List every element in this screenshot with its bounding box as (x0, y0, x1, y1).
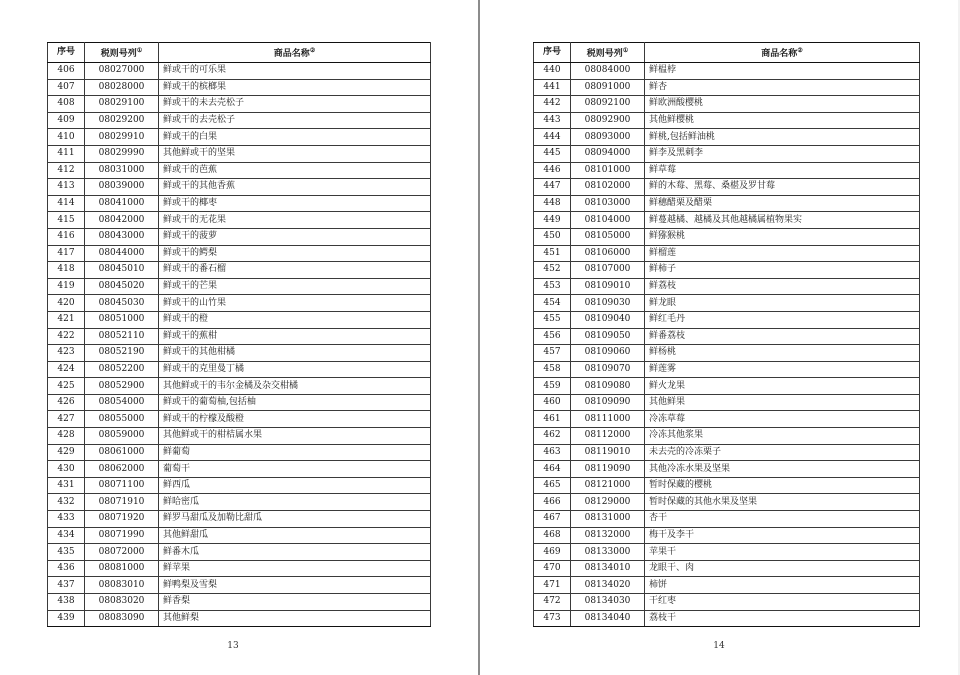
row-product-name: 梅干及李干 (645, 527, 920, 544)
table-row (48, 560, 431, 577)
row-product-name: 鲜穗醋栗及醋栗 (645, 195, 920, 212)
row-product-name: 鲜草莓 (645, 162, 920, 179)
row-product-name: 冷冻其他浆果 (645, 428, 920, 445)
row-product-name: 鲜或干的柠檬及酸橙 (159, 411, 431, 428)
row-product-name: 鲜或干的其他柑橘 (159, 345, 431, 362)
table-row (534, 444, 920, 461)
row-product-name: 鲜榴莲 (645, 245, 920, 262)
table-row (534, 527, 920, 544)
table-row (48, 129, 431, 146)
row-tariff-code: 08029200 (85, 112, 159, 129)
row-serial-number: 431 (48, 477, 85, 494)
row-serial-number: 451 (534, 245, 571, 262)
row-product-name: 鲜罗马甜瓜及加勒比甜瓜 (159, 511, 431, 528)
row-product-name: 龙眼干、肉 (645, 560, 920, 577)
row-tariff-code: 08093000 (571, 129, 645, 146)
table-row (48, 345, 431, 362)
table-row (534, 63, 920, 80)
table-row (48, 394, 431, 411)
row-serial-number: 418 (48, 262, 85, 279)
row-serial-number: 471 (534, 577, 571, 594)
table-row (48, 212, 431, 229)
page-left (0, 0, 478, 675)
table-row (534, 278, 920, 295)
row-tariff-code: 08061000 (85, 444, 159, 461)
table-row (48, 112, 431, 129)
table-row (534, 577, 920, 594)
row-serial-number: 453 (534, 278, 571, 295)
row-serial-number: 430 (48, 461, 85, 478)
row-tariff-code: 08054000 (85, 394, 159, 411)
row-serial-number: 407 (48, 79, 85, 96)
row-tariff-code: 08133000 (571, 544, 645, 561)
table-row (534, 461, 920, 478)
row-serial-number: 445 (534, 145, 571, 162)
table-row (534, 328, 920, 345)
table-row (48, 444, 431, 461)
row-tariff-code: 08109050 (571, 328, 645, 345)
row-serial-number: 437 (48, 577, 85, 594)
table-row (48, 361, 431, 378)
table-row (534, 544, 920, 561)
page-right (480, 0, 958, 675)
row-tariff-code: 08132000 (571, 527, 645, 544)
row-tariff-code: 08029990 (85, 145, 159, 162)
row-serial-number: 450 (534, 228, 571, 245)
row-tariff-code: 08119090 (571, 461, 645, 478)
row-serial-number: 452 (534, 262, 571, 279)
row-serial-number: 461 (534, 411, 571, 428)
row-tariff-code: 08071990 (85, 527, 159, 544)
row-product-name: 鲜杨桃 (645, 345, 920, 362)
row-product-name: 鲜或干的无花果 (159, 212, 431, 229)
row-tariff-code: 08103000 (571, 195, 645, 212)
table-row (534, 361, 920, 378)
row-tariff-code: 08109080 (571, 378, 645, 395)
table-row (48, 195, 431, 212)
row-product-name: 鲜桃,包括鲜油桃 (645, 129, 920, 146)
table-header-row (48, 43, 431, 63)
row-tariff-code: 08107000 (571, 262, 645, 279)
table-row (534, 477, 920, 494)
row-serial-number: 438 (48, 594, 85, 611)
row-product-name: 杏干 (645, 511, 920, 528)
row-product-name: 鲜或干的葡萄柚,包括柚 (159, 394, 431, 411)
row-serial-number: 417 (48, 245, 85, 262)
table-row (48, 262, 431, 279)
table-row (534, 212, 920, 229)
table-row (534, 378, 920, 395)
row-product-name: 鲜的木莓、黑莓、桑椹及罗甘莓 (645, 179, 920, 196)
header-product-name: 商品名称② (159, 43, 431, 63)
tariff-table (47, 42, 431, 627)
row-serial-number: 469 (534, 544, 571, 561)
row-product-name: 鲜莲雾 (645, 361, 920, 378)
row-tariff-code: 08045010 (85, 262, 159, 279)
row-serial-number: 466 (534, 494, 571, 511)
row-serial-number: 459 (534, 378, 571, 395)
table-row (48, 63, 431, 80)
row-product-name: 冷冻草莓 (645, 411, 920, 428)
row-tariff-code: 08052190 (85, 345, 159, 362)
row-serial-number: 423 (48, 345, 85, 362)
row-tariff-code: 08081000 (85, 560, 159, 577)
row-tariff-code: 08119010 (571, 444, 645, 461)
table-row (48, 79, 431, 96)
row-product-name: 鲜或干的椰枣 (159, 195, 431, 212)
table-header-row (534, 43, 920, 63)
row-serial-number: 440 (534, 63, 571, 80)
row-serial-number: 421 (48, 311, 85, 328)
row-tariff-code: 08101000 (571, 162, 645, 179)
row-tariff-code: 08055000 (85, 411, 159, 428)
table-row (48, 328, 431, 345)
row-tariff-code: 08106000 (571, 245, 645, 262)
row-product-name: 鲜苹果 (159, 560, 431, 577)
row-product-name: 鲜或干的可乐果 (159, 63, 431, 80)
table-row (48, 527, 431, 544)
row-product-name: 鲜或干的其他香蕉 (159, 179, 431, 196)
row-serial-number: 419 (48, 278, 85, 295)
table-row (534, 129, 920, 146)
row-tariff-code: 08039000 (85, 179, 159, 196)
row-product-name: 其他鲜果 (645, 394, 920, 411)
table-row (48, 378, 431, 395)
row-serial-number: 470 (534, 560, 571, 577)
row-product-name: 暂时保藏的其他水果及坚果 (645, 494, 920, 511)
row-serial-number: 454 (534, 295, 571, 312)
row-product-name: 鲜西瓜 (159, 477, 431, 494)
row-product-name: 鲜荔枝 (645, 278, 920, 295)
row-tariff-code: 08083010 (85, 577, 159, 594)
table-row (534, 594, 920, 611)
row-tariff-code: 08051000 (85, 311, 159, 328)
row-tariff-code: 08102000 (571, 179, 645, 196)
row-product-name: 鲜或干的未去壳松子 (159, 96, 431, 113)
row-product-name: 荔枝干 (645, 610, 920, 627)
row-serial-number: 439 (48, 610, 85, 627)
row-tariff-code: 08029100 (85, 96, 159, 113)
row-serial-number: 425 (48, 378, 85, 395)
row-product-name: 干红枣 (645, 594, 920, 611)
table-row (534, 511, 920, 528)
row-tariff-code: 08072000 (85, 544, 159, 561)
page-number: 13 (227, 641, 239, 651)
row-serial-number: 428 (48, 428, 85, 445)
row-product-name: 鲜或干的番石榴 (159, 262, 431, 279)
row-product-name: 鲜番木瓜 (159, 544, 431, 561)
row-tariff-code: 08111000 (571, 411, 645, 428)
header-tariff-code: 税则号列① (85, 43, 159, 63)
row-product-name: 鲜或干的芒果 (159, 278, 431, 295)
table-row (48, 245, 431, 262)
row-serial-number: 409 (48, 112, 85, 129)
table-row (534, 311, 920, 328)
table-row (534, 228, 920, 245)
row-tariff-code: 08109030 (571, 295, 645, 312)
row-tariff-code: 08041000 (85, 195, 159, 212)
row-serial-number: 462 (534, 428, 571, 445)
row-product-name: 鲜或干的橙 (159, 311, 431, 328)
row-tariff-code: 08109060 (571, 345, 645, 362)
row-serial-number: 422 (48, 328, 85, 345)
row-serial-number: 473 (534, 610, 571, 627)
row-tariff-code: 08062000 (85, 461, 159, 478)
row-serial-number: 429 (48, 444, 85, 461)
row-product-name: 鲜欧洲酸樱桃 (645, 96, 920, 113)
table-row (534, 162, 920, 179)
row-product-name: 鲜或干的菠萝 (159, 228, 431, 245)
row-product-name: 鲜火龙果 (645, 378, 920, 395)
table-row (534, 610, 920, 627)
row-tariff-code: 08028000 (85, 79, 159, 96)
row-product-name: 鲜葡萄 (159, 444, 431, 461)
row-product-name: 其他鲜或干的韦尔金橘及杂交柑橘 (159, 378, 431, 395)
table-row (534, 179, 920, 196)
table-row (48, 411, 431, 428)
table-body (48, 63, 431, 627)
row-product-name: 葡萄干 (159, 461, 431, 478)
table-row (48, 278, 431, 295)
row-serial-number: 441 (534, 79, 571, 96)
row-tariff-code: 08042000 (85, 212, 159, 229)
table-row (48, 544, 431, 561)
row-tariff-code: 08134040 (571, 610, 645, 627)
row-serial-number: 411 (48, 145, 85, 162)
row-serial-number: 413 (48, 179, 85, 196)
table-row (48, 428, 431, 445)
row-tariff-code: 08129000 (571, 494, 645, 511)
row-serial-number: 467 (534, 511, 571, 528)
row-tariff-code: 08031000 (85, 162, 159, 179)
table-row (48, 511, 431, 528)
row-product-name: 鲜龙眼 (645, 295, 920, 312)
row-tariff-code: 08131000 (571, 511, 645, 528)
row-serial-number: 432 (48, 494, 85, 511)
row-product-name: 苹果干 (645, 544, 920, 561)
table-row (534, 145, 920, 162)
row-product-name: 鲜红毛丹 (645, 311, 920, 328)
row-serial-number: 416 (48, 228, 85, 245)
row-tariff-code: 08104000 (571, 212, 645, 229)
row-product-name: 鲜李及黑刺李 (645, 145, 920, 162)
row-serial-number: 442 (534, 96, 571, 113)
row-tariff-code: 08109040 (571, 311, 645, 328)
table-row (48, 162, 431, 179)
table-row (534, 79, 920, 96)
row-tariff-code: 08092900 (571, 112, 645, 129)
row-tariff-code: 08071910 (85, 494, 159, 511)
table-row (48, 228, 431, 245)
header-product-name: 商品名称② (645, 43, 920, 63)
row-tariff-code: 08134030 (571, 594, 645, 611)
table-row (48, 295, 431, 312)
table-row (534, 262, 920, 279)
table-row (534, 295, 920, 312)
row-serial-number: 448 (534, 195, 571, 212)
row-tariff-code: 08084000 (571, 63, 645, 80)
row-product-name: 未去壳的冷冻栗子 (645, 444, 920, 461)
row-serial-number: 456 (534, 328, 571, 345)
table-row (48, 461, 431, 478)
row-serial-number: 435 (48, 544, 85, 561)
row-serial-number: 464 (534, 461, 571, 478)
row-tariff-code: 08092100 (571, 96, 645, 113)
row-serial-number: 415 (48, 212, 85, 229)
row-tariff-code: 08109070 (571, 361, 645, 378)
row-serial-number: 412 (48, 162, 85, 179)
row-tariff-code: 08029910 (85, 129, 159, 146)
header-serial-number: 序号 (48, 43, 85, 63)
row-product-name: 鲜香梨 (159, 594, 431, 611)
table-row (48, 179, 431, 196)
row-product-name: 鲜榅桲 (645, 63, 920, 80)
row-tariff-code: 08109090 (571, 394, 645, 411)
row-serial-number: 433 (48, 511, 85, 528)
table-body (534, 63, 920, 627)
row-serial-number: 444 (534, 129, 571, 146)
row-product-name: 鲜或干的山竹果 (159, 295, 431, 312)
tariff-table (533, 42, 920, 627)
table-row (48, 477, 431, 494)
table-row (534, 411, 920, 428)
table-row (534, 494, 920, 511)
row-serial-number: 420 (48, 295, 85, 312)
row-tariff-code: 08105000 (571, 228, 645, 245)
row-tariff-code: 08027000 (85, 63, 159, 80)
row-serial-number: 465 (534, 477, 571, 494)
row-tariff-code: 08112000 (571, 428, 645, 445)
row-tariff-code: 08121000 (571, 477, 645, 494)
row-serial-number: 427 (48, 411, 85, 428)
row-product-name: 其他冷冻水果及坚果 (645, 461, 920, 478)
row-serial-number: 408 (48, 96, 85, 113)
row-serial-number: 458 (534, 361, 571, 378)
row-serial-number: 434 (48, 527, 85, 544)
row-tariff-code: 08094000 (571, 145, 645, 162)
table-row (534, 345, 920, 362)
row-serial-number: 443 (534, 112, 571, 129)
row-product-name: 其他鲜梨 (159, 610, 431, 627)
row-tariff-code: 08052900 (85, 378, 159, 395)
row-product-name: 鲜柿子 (645, 262, 920, 279)
row-tariff-code: 08052200 (85, 361, 159, 378)
row-product-name: 其他鲜或干的坚果 (159, 145, 431, 162)
row-serial-number: 414 (48, 195, 85, 212)
row-serial-number: 410 (48, 129, 85, 146)
row-serial-number: 447 (534, 179, 571, 196)
row-serial-number: 463 (534, 444, 571, 461)
row-serial-number: 472 (534, 594, 571, 611)
row-serial-number: 457 (534, 345, 571, 362)
row-tariff-code: 08134020 (571, 577, 645, 594)
row-serial-number: 455 (534, 311, 571, 328)
table-row (534, 560, 920, 577)
header-serial-number: 序号 (534, 43, 571, 63)
row-serial-number: 424 (48, 361, 85, 378)
row-tariff-code: 08109010 (571, 278, 645, 295)
row-product-name: 其他鲜或干的柑桔属水果 (159, 428, 431, 445)
table-row (48, 594, 431, 611)
row-product-name: 暂时保藏的樱桃 (645, 477, 920, 494)
row-tariff-code: 08071920 (85, 511, 159, 528)
row-product-name: 鲜或干的鳄梨 (159, 245, 431, 262)
table-row (48, 610, 431, 627)
row-product-name: 鲜哈密瓜 (159, 494, 431, 511)
row-tariff-code: 08045020 (85, 278, 159, 295)
row-tariff-code: 08052110 (85, 328, 159, 345)
row-tariff-code: 08083090 (85, 610, 159, 627)
row-product-name: 鲜杏 (645, 79, 920, 96)
row-tariff-code: 08091000 (571, 79, 645, 96)
table-row (48, 96, 431, 113)
row-serial-number: 446 (534, 162, 571, 179)
row-tariff-code: 08134010 (571, 560, 645, 577)
row-product-name: 鲜或干的槟榔果 (159, 79, 431, 96)
row-serial-number: 426 (48, 394, 85, 411)
table-row (534, 96, 920, 113)
row-product-name: 其他鲜樱桃 (645, 112, 920, 129)
row-serial-number: 468 (534, 527, 571, 544)
table-row (48, 311, 431, 328)
row-product-name: 鲜猕猴桃 (645, 228, 920, 245)
row-product-name: 鲜蔓越橘、越橘及其他越橘属植物果实 (645, 212, 920, 229)
table-row (534, 394, 920, 411)
row-product-name: 鲜或干的克里曼丁橘 (159, 361, 431, 378)
row-product-name: 鲜或干的蕉柑 (159, 328, 431, 345)
row-product-name: 鲜番荔枝 (645, 328, 920, 345)
row-tariff-code: 08043000 (85, 228, 159, 245)
row-product-name: 鲜或干的芭蕉 (159, 162, 431, 179)
table-row (534, 112, 920, 129)
row-tariff-code: 08044000 (85, 245, 159, 262)
table-row (534, 245, 920, 262)
row-serial-number: 460 (534, 394, 571, 411)
table-row (534, 195, 920, 212)
row-tariff-code: 08059000 (85, 428, 159, 445)
row-product-name: 其他鲜甜瓜 (159, 527, 431, 544)
row-product-name: 鲜或干的白果 (159, 129, 431, 146)
table-row (48, 145, 431, 162)
row-serial-number: 436 (48, 560, 85, 577)
table-row (48, 577, 431, 594)
row-product-name: 鲜或干的去壳松子 (159, 112, 431, 129)
row-product-name: 鲜鸭梨及雪梨 (159, 577, 431, 594)
row-product-name: 柿饼 (645, 577, 920, 594)
row-tariff-code: 08071100 (85, 477, 159, 494)
row-tariff-code: 08083020 (85, 594, 159, 611)
row-serial-number: 449 (534, 212, 571, 229)
header-tariff-code: 税则号列① (571, 43, 645, 63)
table-row (48, 494, 431, 511)
row-tariff-code: 08045030 (85, 295, 159, 312)
table-row (534, 428, 920, 445)
page-number: 14 (713, 641, 725, 651)
row-serial-number: 406 (48, 63, 85, 80)
